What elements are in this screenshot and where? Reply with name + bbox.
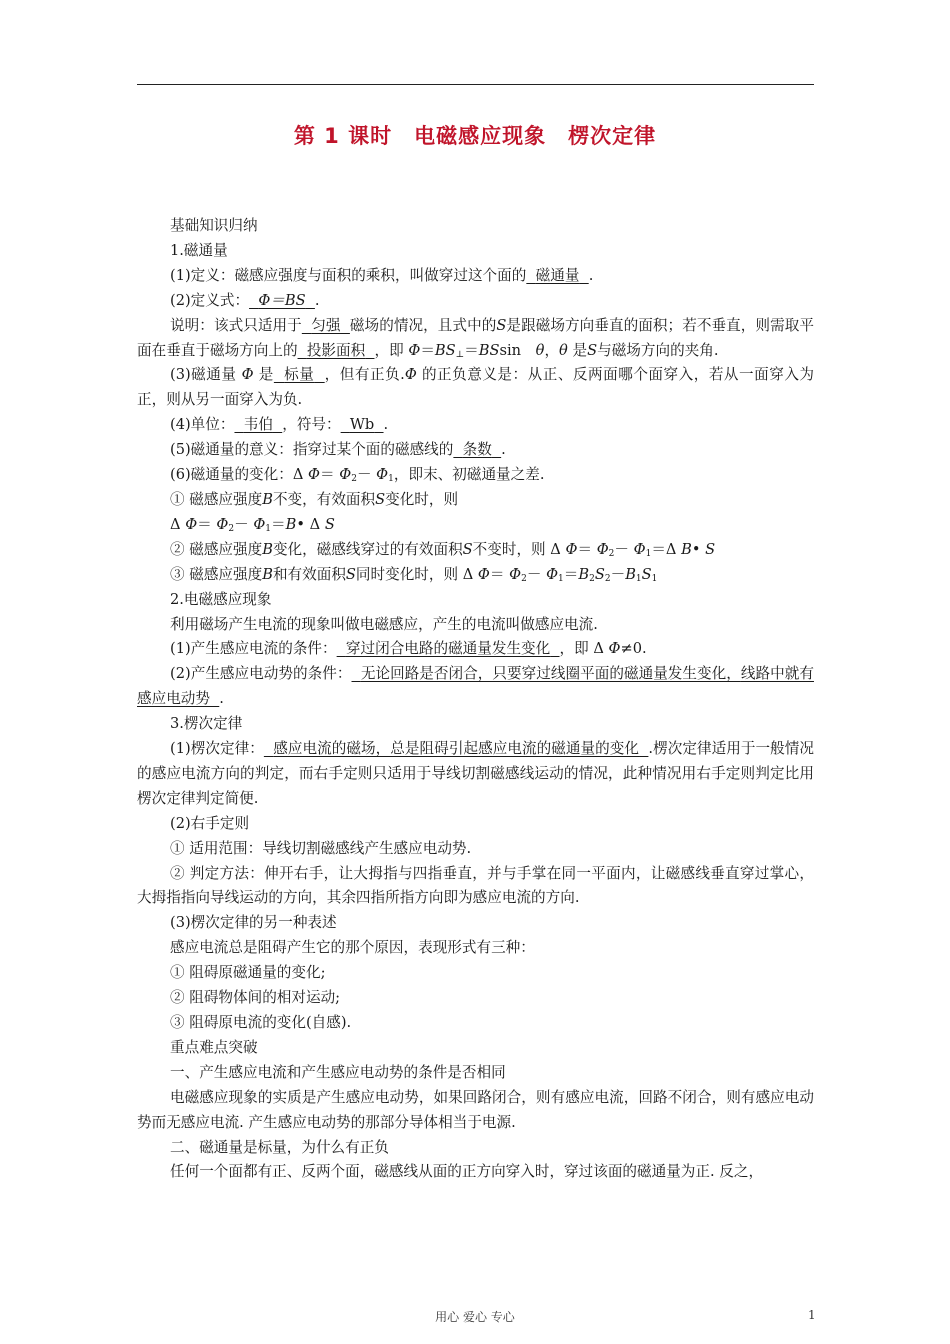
paragraph: 电磁感应现象的实质是产生感应电动势，如果回路闭合，则有感应电流，回路不闭合，则有感应电动势而无感应电流. 产生感应电动势的那部分导体相当于电源. xyxy=(137,1088,814,1131)
list-item: ③ 阻碍原电流的变化(自感). xyxy=(170,1014,352,1031)
paragraph: (3)磁通量 Φ 是 标量 ，但有正负.Φ 的正负意义是：从正、反两面哪个面穿入，若从一面穿入为正，则从另一面穿入为负. xyxy=(137,366,815,409)
paragraph: (2)产生感应电动势的条件： 无论回路是否闭合，只要穿过线圈平面的磁通量发生变化，线路中就有感应电动势 . xyxy=(137,665,814,708)
paragraph: ① 适用范围：导线切割磁感线产生感应电动势. xyxy=(170,839,472,857)
section-heading: 基础知识归纳 xyxy=(170,217,258,234)
list-item: ② 阻碍物体间的相对运动; xyxy=(170,989,341,1007)
fill-blank: 感应电流的磁场，总是阻碍引起感应电流的磁通量的变化 xyxy=(273,740,640,758)
paragraph: ① 磁感应强度B不变，有效面积S变化时，则 xyxy=(170,490,459,508)
fill-blank: Wb xyxy=(349,416,375,434)
list-item: ① 阻碍原磁通量的变化; xyxy=(170,964,326,982)
paragraph: (6)磁通量的变化：Δ $\Phi= \Phi_2- \Phi_1$，即末、初磁通量之差. xyxy=(170,466,545,485)
paragraph: ③ 磁感应强度B和有效面积S同时变化时，则 Δ $\Phi= \Phi_2- \Phi_1=B_2S_2-B_1S_1$ xyxy=(170,565,658,584)
fill-blank: 无论回路是否闭合，只要穿过线圈平面的磁通量发生变化，线路中就有感应电动势 xyxy=(137,665,814,708)
section-heading: 2.电磁感应现象 xyxy=(170,590,272,608)
fill-blank: Φ＝BS xyxy=(258,291,306,309)
paragraph: 利用磁场产生电流的现象叫做电磁感应，产生的电流叫做感应电流. xyxy=(170,615,598,633)
fill-blank: 条数 xyxy=(462,441,492,459)
fill-blank: 投影面积 xyxy=(306,341,366,359)
formula: Δ $\Phi= \Phi_2-$ $\Phi_1=B•$ Δ S xyxy=(170,515,335,534)
subsection-heading: 二、磁通量是标量，为什么有正负 xyxy=(170,1138,389,1156)
paragraph: (5)磁通量的意义：指穿过某个面的磁感线的 条数 . xyxy=(170,441,506,459)
header-rule xyxy=(137,84,814,85)
paragraph: ② 判定方法：伸开右手，让大拇指与四指垂直，并与手掌在同一平面内，让磁感线垂直穿过掌心，大拇指指向导线运动的方向，其余四指所指方向即为感应电流的方向. xyxy=(137,864,814,907)
section-heading: 重点难点突破 xyxy=(170,1038,258,1056)
paragraph: (2)定义式： Φ＝BS . xyxy=(170,291,320,309)
subsection-heading: 一、产生感应电流和产生感应电动势的条件是否相同 xyxy=(170,1063,506,1081)
paragraph: (1)楞次定律： 感应电流的磁场，总是阻碍引起感应电流的磁通量的变化 .楞次定律适用于一般情况的感应电流方向的判定，而右手定则只适用于导线切割磁感线运动的情况，此种情况用右手定则判定比用楞次定律判定简便. xyxy=(137,740,814,807)
fill-blank: 韦伯 xyxy=(243,416,273,434)
section-heading: 3.楞次定律 xyxy=(170,715,243,733)
page-number: 1 xyxy=(808,1308,816,1322)
paragraph: ② 磁感应强度B变化，磁感线穿过的有效面积S不变时，则 Δ $\Phi= \Phi_2- \Phi_1=\Delta$ B• S xyxy=(170,540,716,559)
paragraph: (4)单位： 韦伯 ，符号： Wb . xyxy=(170,416,389,434)
paragraph: (1)定义：磁感应强度与面积的乘积，叫做穿过这个面的 磁通量 . xyxy=(170,266,594,284)
page-footer: 用心 爱心 专心 xyxy=(435,1310,515,1324)
page-title: 第 1 课时 电磁感应现象 楞次定律 xyxy=(293,124,657,148)
section-heading: 1.磁通量 xyxy=(170,241,228,259)
paragraph: 任何一个面都有正、反两个面，磁感线从面的正方向穿入时，穿过该面的磁通量为正. 反之， xyxy=(170,1163,764,1181)
fill-blank: 标量 xyxy=(284,366,315,384)
fill-blank: 匀强 xyxy=(311,316,341,334)
paragraph: 感应电流总是阻碍产生它的那个原因，表现形式有三种： xyxy=(170,939,535,957)
fill-blank: 穿过闭合电路的磁通量发生变化 xyxy=(345,640,551,658)
paragraph: (1)产生感应电流的条件： 穿过闭合电路的磁通量发生变化 ，即 Δ Φ≠0. xyxy=(170,640,647,658)
paragraph: 说明：该式只适用于 匀强 磁场的情况，且式中的S是跟磁场方向垂直的面积；若不垂直，则需取平面在垂直于磁场方向上的 投影面积 ，即 $\Phi=BS_\perp=BSsin$ θ，θ 是S与磁场方向的夹角. xyxy=(137,316,814,360)
fill-blank: 磁通量 xyxy=(535,266,580,284)
document-body xyxy=(137,214,814,1185)
paragraph: (2)右手定则 xyxy=(170,814,250,832)
paragraph: (3)楞次定律的另一种表述 xyxy=(170,914,337,932)
